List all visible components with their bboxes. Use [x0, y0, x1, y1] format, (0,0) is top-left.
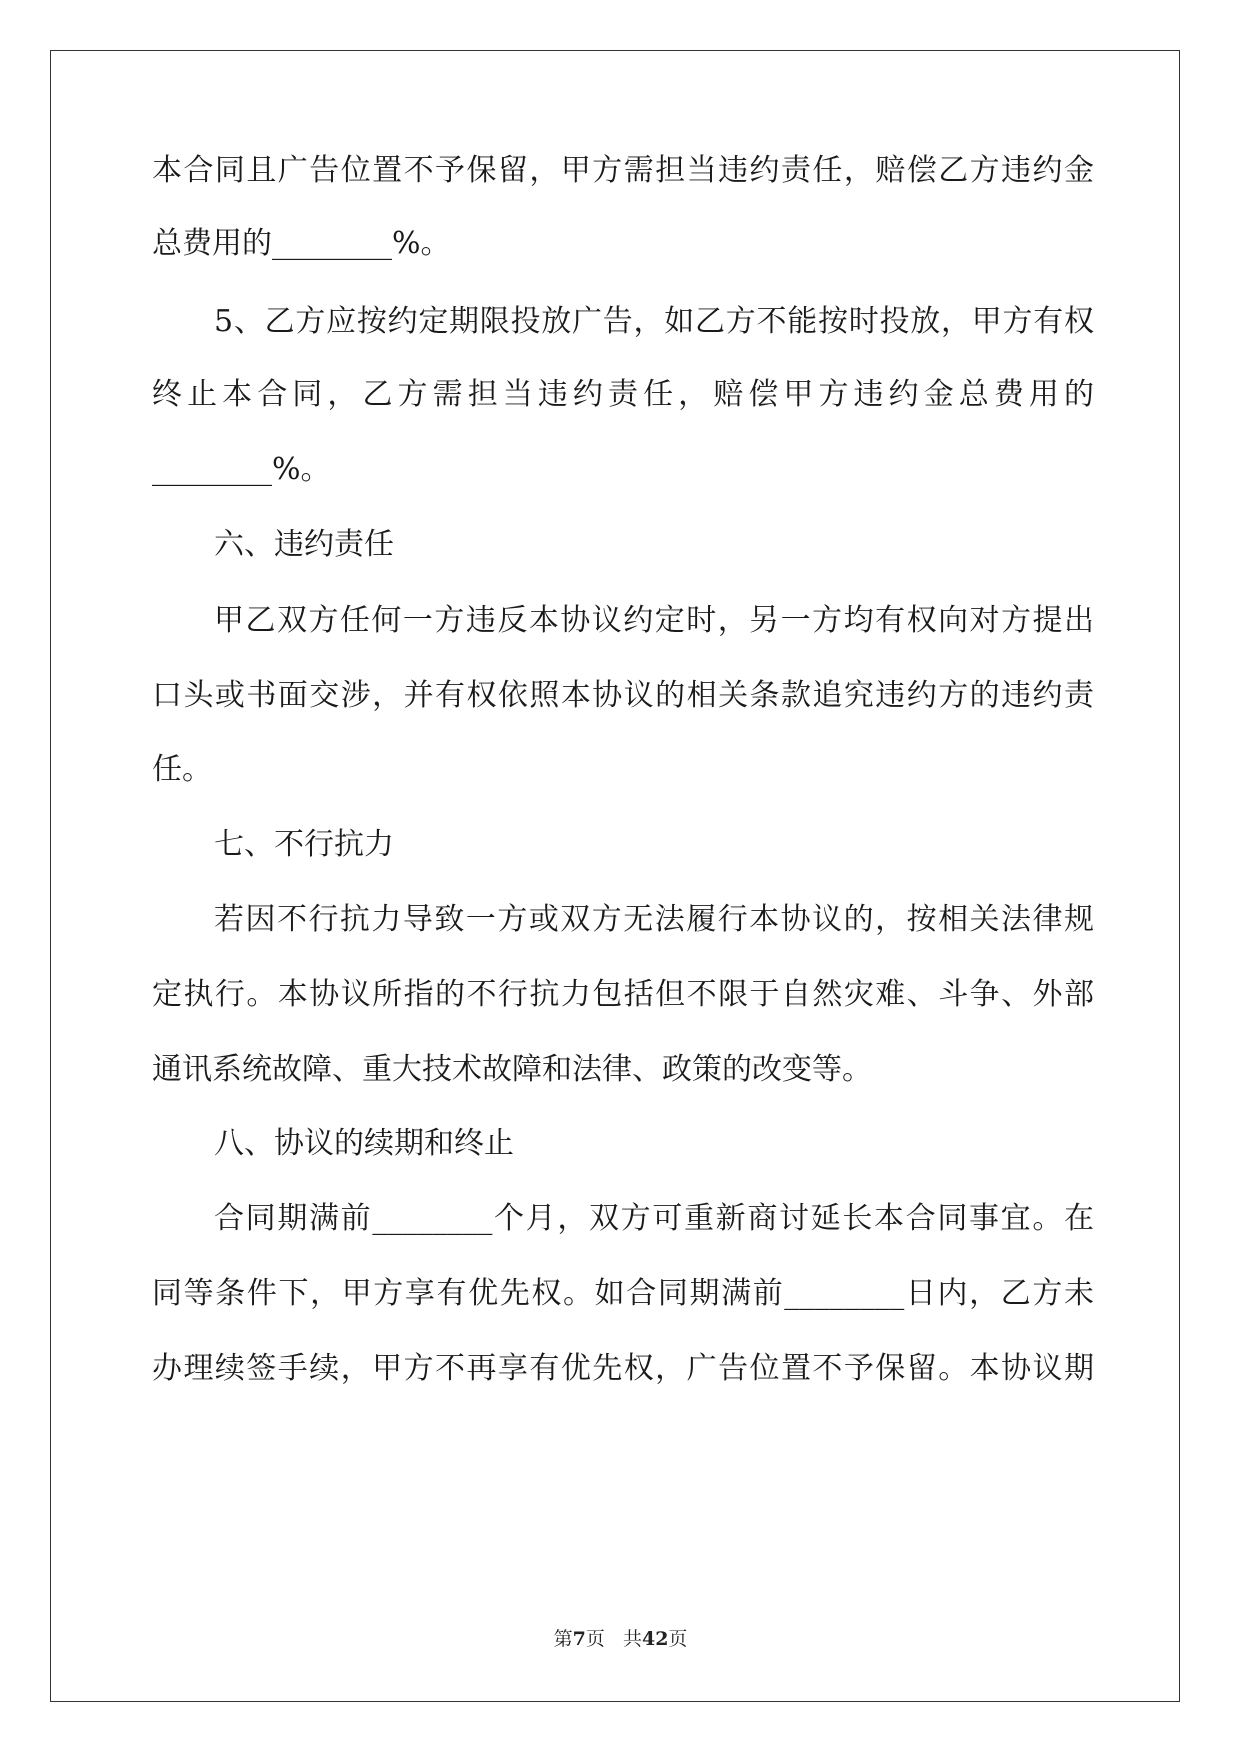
footer-total-suffix: 页	[668, 1628, 688, 1650]
text-line: 本合同且广告位置不予保留，甲方需担当违约责任，赔偿乙方违约金	[152, 153, 1094, 188]
text-line: 终止本合同，乙方需担当违约责任，赔偿甲方违约金总费用的	[152, 377, 1094, 412]
section-heading: 八、协议的续期和终止	[214, 1126, 514, 1161]
text-line: 甲乙双方任何一方违反本协议约定时，另一方均有权向对方提出	[214, 603, 1094, 638]
section-heading: 七、不行抗力	[214, 827, 394, 862]
text-line: 若因不行抗力导致一方或双方无法履行本协议的，按相关法律规	[214, 902, 1094, 937]
text-line: 通讯系统故障、重大技术故障和法律、政策的改变等。	[152, 1052, 872, 1087]
footer-page-suffix: 页	[585, 1628, 605, 1650]
text-line: 办理续签手续，甲方不再享有优先权，广告位置不予保留。本协议期	[152, 1351, 1094, 1386]
footer-page-prefix: 第	[553, 1628, 573, 1650]
text-line: 5、乙方应按约定期限投放广告，如乙方不能按时投放，甲方有权	[214, 304, 1094, 339]
footer-total-prefix: 共	[622, 1628, 642, 1650]
section-heading: 六、违约责任	[214, 527, 394, 562]
page-footer	[0, 1626, 1241, 1652]
text-line: 总费用的________%。	[152, 226, 451, 261]
footer-total-pages: 42	[641, 1628, 669, 1650]
text-line: 任。	[152, 752, 212, 787]
text-line: 定执行。本协议所指的不行抗力包括但不限于自然灾难、斗争、外部	[152, 977, 1094, 1012]
page-border	[50, 50, 1180, 1702]
footer-page-number: 7	[572, 1628, 586, 1650]
text-line: 同等条件下，甲方享有优先权。如合同期满前________日内，乙方未	[152, 1276, 1094, 1311]
text-line: 合同期满前________个月，双方可重新商讨延长本合同事宜。在	[214, 1201, 1094, 1236]
text-line: 口头或书面交涉，并有权依照本协议的相关条款追究违约方的违约责	[152, 678, 1094, 713]
text-line: ________%。	[152, 452, 331, 487]
